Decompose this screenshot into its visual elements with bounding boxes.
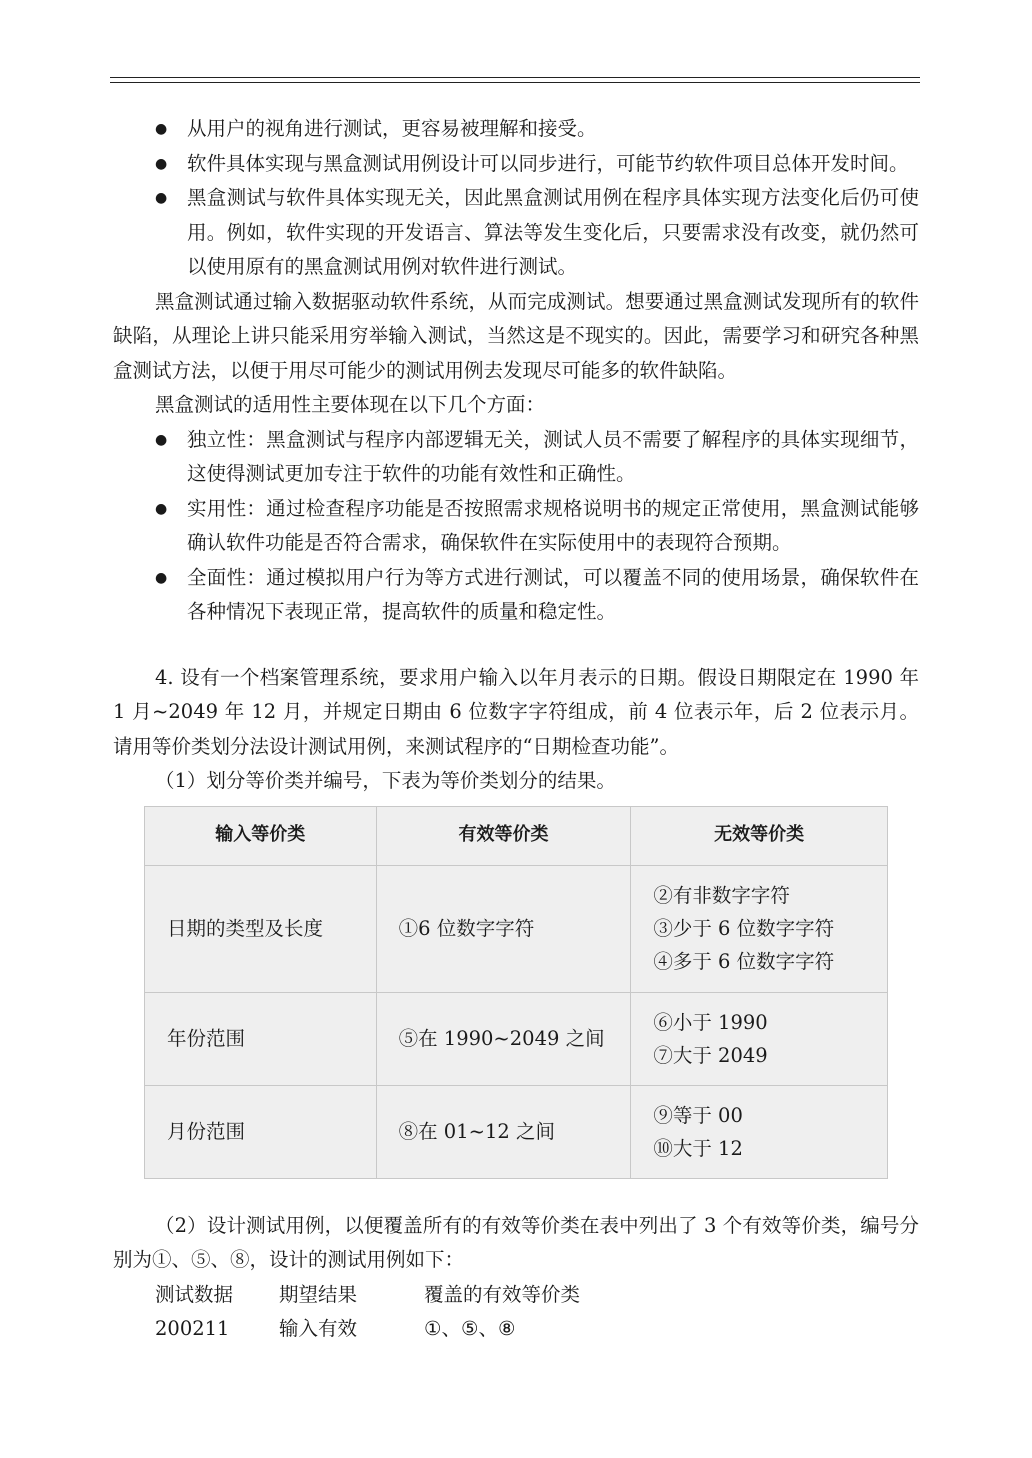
invalid-class: ⑥小于 1990 bbox=[653, 1010, 768, 1034]
table-row bbox=[145, 1085, 888, 1178]
table-cell: ⑤在 1990~2049 之间 bbox=[376, 992, 631, 1085]
table-cell: ⑧在 01~12 之间 bbox=[376, 1085, 631, 1178]
invalid-class: ④多于 6 位数字字符 bbox=[653, 950, 835, 973]
list-item: ● 独立性：黑盒测试与程序内部逻辑无关，测试人员不需要了解程序的具体实现细节，这使得测试更加专注于软件的功能有效性和正确性。 bbox=[113, 423, 919, 492]
invalid-class: ⑨等于 00 bbox=[653, 1103, 743, 1127]
table-cell: ①6 位数字字符 bbox=[376, 865, 631, 992]
invalid-class: ②有非数字字符 bbox=[653, 884, 790, 907]
invalid-class: ⑦大于 2049 bbox=[653, 1043, 768, 1067]
table-cell bbox=[631, 992, 888, 1085]
list-item: ● 全面性：通过模拟用户行为等方式进行测试，可以覆盖不同的使用场景，确保软件在各种情况下表现正常，提高软件的质量和稳定性。 bbox=[113, 561, 919, 630]
list-item: ● 软件具体实现与黑盒测试用例设计可以同步进行，可能节约软件项目总体开发时间。 bbox=[113, 147, 919, 182]
header-rule-top bbox=[110, 77, 920, 78]
advantages-list bbox=[113, 112, 919, 285]
paragraph: 黑盒测试的适用性主要体现在以下几个方面： bbox=[155, 393, 546, 416]
header-rule-bottom bbox=[110, 82, 920, 83]
test-case-row bbox=[113, 1312, 919, 1347]
test-case-cell: 200211 bbox=[155, 1317, 230, 1340]
test-case-header bbox=[113, 1278, 919, 1313]
list-item: ● 从用户的视角进行测试，更容易被理解和接受。 bbox=[113, 112, 919, 147]
invalid-class: ③少于 6 位数字字符 bbox=[653, 917, 835, 940]
test-case-header-cell: 期望结果 bbox=[279, 1282, 358, 1306]
step-label: （1）划分等价类并编号，下表为等价类划分的结果。 bbox=[155, 769, 616, 792]
table-row bbox=[145, 992, 888, 1085]
table-header-cell: 无效等价类 bbox=[631, 806, 888, 865]
table-cell bbox=[631, 865, 888, 992]
table-header-row bbox=[145, 806, 888, 865]
table-row bbox=[145, 865, 888, 992]
table-header-cell: 有效等价类 bbox=[376, 806, 631, 865]
question-paragraph: 4. 设有一个档案管理系统，要求用户输入以年月表示的日期。假设日期限定在 1990 年 1 月~2049 年 12 月，并规定日期由 6 位数字字符组成，前 4 位表示年，后 2 位表示月。请用等价类划分法设计测试用例，来测试程序的“日期检查功能”。 bbox=[113, 665, 919, 758]
page-content bbox=[113, 112, 919, 1347]
list-item: ● 实用性：通过检查程序功能是否按照需求规格说明书的规定正常使用，黑盒测试能够确认软件功能是否符合需求，确保软件在实际使用中的表现符合预期。 bbox=[113, 492, 919, 561]
table-cell bbox=[631, 1085, 888, 1178]
test-case-cell: 输入有效 bbox=[279, 1317, 358, 1340]
test-case-header-cell: 覆盖的有效等价类 bbox=[424, 1282, 581, 1306]
table-cell: 月份范围 bbox=[145, 1085, 377, 1178]
list-item: ● 黑盒测试与软件具体实现无关，因此黑盒测试用例在程序具体实现方法变化后仍可使用。例如，软件实现的开发语言、算法等发生变化后，只要需求没有改变，就仍然可以使用原有的黑盒测试用例对软件进行测试。 bbox=[113, 181, 919, 285]
paragraph: 黑盒测试通过输入数据驱动软件系统，从而完成测试。想要通过黑盒测试发现所有的软件缺陷，从理论上讲只能采用穷举输入测试，当然这是不现实的。因此，需要学习和研究各种黑盒测试方法，以便于用尽可能少的测试用例去发现尽可能多的软件缺陷。 bbox=[113, 289, 919, 382]
table-header-cell: 输入等价类 bbox=[145, 806, 377, 865]
test-case-cell: ①、⑤、⑧ bbox=[424, 1317, 516, 1340]
equivalence-class-table bbox=[144, 806, 888, 1179]
table-cell: 日期的类型及长度 bbox=[145, 865, 377, 992]
table-cell: 年份范围 bbox=[145, 992, 377, 1085]
paragraph: （2）设计测试用例，以便覆盖所有的有效等价类在表中列出了 3 个有效等价类，编号分别为①、⑤、⑧，设计的测试用例如下： bbox=[113, 1213, 919, 1271]
test-case-header-cell: 测试数据 bbox=[155, 1282, 234, 1306]
invalid-class: ⑩大于 12 bbox=[653, 1136, 743, 1160]
applicability-list bbox=[113, 423, 919, 630]
